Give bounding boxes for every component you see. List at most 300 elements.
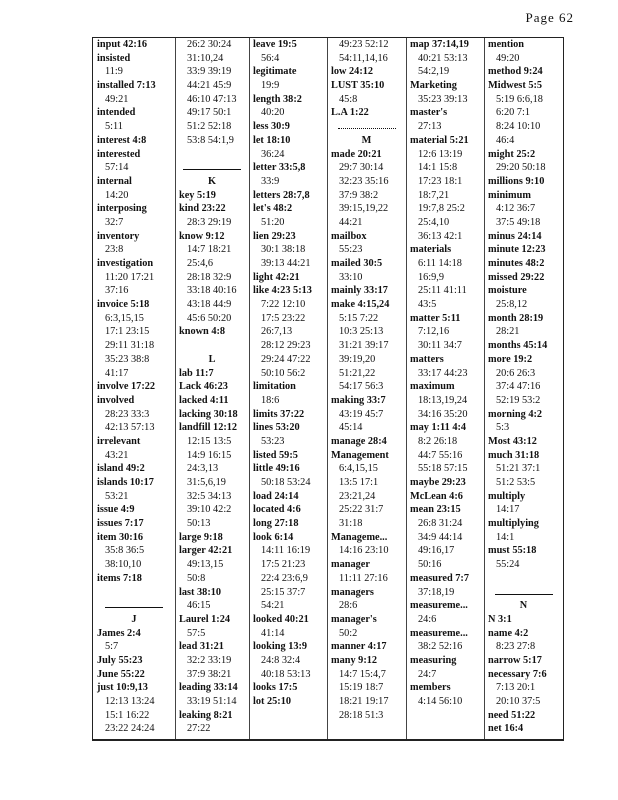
index-term: letters 28:7,8 (253, 189, 310, 201)
page-references: 8:24 10:10 (496, 121, 541, 133)
page-references: 13:5 17:1 (339, 477, 379, 488)
page-references: 53:8 54:1,9 (187, 134, 234, 146)
page-references: 8:23 27:8 (496, 641, 536, 653)
index-term: interposing (97, 203, 147, 215)
index-term: insisted (97, 52, 131, 64)
page-references: 28:21 (496, 326, 520, 338)
page-references: 51:20 (261, 216, 285, 228)
page-references: 28:12 29:23 (261, 340, 311, 352)
page-references: 30:11 34:7 (418, 340, 462, 352)
page-references: 43:19 45:7 (339, 408, 384, 420)
index-term: L.A 1:22 (331, 107, 369, 119)
index-term: necessary 7:6 (488, 668, 547, 680)
page-references: 5:11 (105, 121, 123, 133)
page-references: 37:9 38:2 (339, 189, 379, 201)
page-references: 50:10 56:2 (261, 367, 306, 379)
page-references: 40:21 53:13 (418, 52, 468, 64)
index-term: limitation (253, 381, 296, 393)
page-references: 7:22 12:10 (261, 299, 306, 311)
page-references: 6:4,15,15 (339, 463, 378, 475)
page-references: 40:20 (261, 107, 285, 119)
page-references: 17:5 23:22 (261, 312, 306, 324)
page-references: 30:1 38:18 (261, 244, 306, 256)
spacer (93, 586, 175, 600)
index-term: may 1:11 4:4 (410, 422, 467, 434)
page-references: 49:20 (496, 52, 520, 64)
index-term: mailed 30:5 (331, 258, 383, 269)
index-term: method 9:24 (488, 66, 543, 78)
index-term: Lack 46:23 (179, 381, 228, 393)
page-references: 53:23 (261, 435, 285, 447)
page-references: 39:10 42:2 (187, 504, 232, 516)
page-references: 45:6 50:20 (187, 312, 232, 324)
index-term: McLean 4:6 (410, 490, 463, 502)
index-term: involve 17:22 (97, 381, 156, 393)
page-references: 28:23 33:3 (105, 408, 150, 420)
index-term: island 49:2 (97, 463, 145, 475)
page-references: 25:15 37:7 (261, 586, 306, 598)
spacer (175, 339, 249, 353)
page-references: 54:17 56:3 (339, 381, 384, 393)
page-references: 49:21 (105, 93, 129, 105)
page-references: 5:3 (496, 422, 510, 434)
index-term: legitimate (253, 66, 297, 78)
index-term: Most 43:12 (488, 435, 537, 447)
page-references: 40:18 53:13 (261, 668, 311, 680)
index-term: missed 29:22 (488, 271, 545, 283)
index-term: key 5:19 (179, 189, 216, 201)
page-references: 41:17 (105, 367, 129, 379)
spacer (175, 148, 249, 162)
index-term: islands 10:17 (97, 477, 154, 488)
index-term: Laurel 1:24 (179, 613, 231, 625)
index-term: materials (410, 244, 452, 256)
page-references: 33:9 (261, 175, 280, 187)
index-term: Marketing (410, 80, 457, 92)
page-references: 55:24 (496, 559, 520, 571)
index-term: measured 7:7 (410, 572, 470, 584)
letter-heading: K (207, 175, 216, 187)
page-references: 25:22 31:7 (339, 504, 384, 516)
page-references: 12:6 13:19 (418, 148, 463, 160)
index-term: lines 53:20 (253, 422, 300, 434)
index-term: issue 4:9 (97, 504, 135, 516)
page-references: 15:19 18:7 (339, 682, 384, 694)
page-references: 46:10 47:13 (187, 93, 237, 105)
index-term: letter 33:5,8 (253, 162, 306, 174)
page-references: 50:2 (339, 627, 358, 639)
index-term: material 5:21 (410, 134, 469, 146)
index-term: members (410, 682, 451, 694)
letter-heading: L (208, 353, 216, 365)
page-references: 18:6 (261, 394, 280, 406)
page-references: 52:19 53:2 (496, 394, 541, 406)
page-references: 54:21 (261, 600, 285, 612)
page-references: 55:18 57:15 (418, 463, 468, 475)
page-references: 23:8 (105, 244, 124, 256)
index-term: managers (331, 586, 374, 598)
page-references: 53:21 (105, 490, 129, 502)
page-references: 46:4 (496, 134, 515, 146)
page-references: 18:7,21 (418, 189, 450, 201)
page-references: 37:9 38:21 (187, 668, 232, 680)
index-column (93, 38, 176, 739)
page-references: 32:7 (105, 216, 124, 228)
index-term: kind 23:22 (179, 203, 226, 215)
page-references: 17:5 21:23 (261, 559, 306, 571)
page-references: 12:15 13:5 (187, 435, 232, 447)
index-term: large 9:18 (179, 531, 223, 543)
page-references: 23:21,24 (339, 490, 376, 502)
page-references: 32:23 35:16 (339, 175, 389, 187)
index-term: much 31:18 (488, 449, 540, 461)
index-term: mainly 33:17 (331, 285, 388, 297)
index-term: last 38:10 (179, 586, 222, 598)
page-references: 14:16 23:10 (339, 545, 389, 557)
page-references: 4:14 56:10 (418, 696, 463, 707)
index-term: limits 37:22 (253, 408, 305, 420)
page-references: 11:11 27:16 (339, 572, 388, 584)
page-references: 26:8 31:24 (418, 518, 463, 530)
page-references: 25:4,6 (187, 258, 214, 269)
index-term: issues 7:17 (97, 518, 144, 530)
index-term: master's (410, 107, 448, 119)
page-references: 14:7 18:21 (187, 244, 232, 256)
index-term: manager's (331, 613, 377, 625)
page-references: 19:7,8 25:2 (418, 203, 465, 215)
page-references: 26:2 30:24 (187, 39, 232, 50)
page-references: 26:7,13 (261, 326, 293, 338)
index-term: interest 4:8 (97, 134, 147, 146)
page-references: 4:12 36:7 (496, 203, 536, 215)
index-term: measureme... (410, 627, 468, 639)
index-term: more 19:2 (488, 353, 533, 365)
page-references: 33:18 40:16 (187, 285, 237, 297)
index-term: months 45:14 (488, 340, 548, 352)
index-term: June 55:22 (97, 668, 145, 680)
letter-heading: M (361, 134, 372, 146)
page-references: 18:21 19:17 (339, 696, 389, 707)
index-term: lot 25:10 (253, 696, 292, 707)
index-term: looking 13:9 (253, 641, 308, 653)
index-term: Midwest 5:5 (488, 80, 543, 92)
index-term: July 55:23 (97, 654, 143, 666)
index-term: name 4:2 (488, 627, 529, 639)
index-term: mention (488, 39, 525, 50)
index-term: LUST 35:10 (331, 80, 385, 92)
page-references: 45:14 (339, 422, 363, 434)
index-term: less 30:9 (253, 121, 290, 133)
index-term: Management (331, 449, 389, 461)
index-term: internal (97, 175, 132, 187)
index-term: irrelevant (97, 435, 141, 447)
index-term: located 4:6 (253, 504, 301, 516)
index-term: long 27:18 (253, 518, 299, 530)
index-term: intended (97, 107, 136, 119)
page-references: 28:3 29:19 (187, 216, 232, 228)
index-term: length 38:2 (253, 93, 302, 105)
page-references: 51:21 37:1 (496, 463, 541, 475)
index-term: mean 23:15 (410, 504, 461, 516)
page-references: 6:3,15,15 (105, 312, 144, 324)
page-references: 56:4 (261, 52, 280, 64)
index-term: looks 17:5 (253, 682, 298, 694)
page-references: 37:5 49:18 (496, 216, 541, 228)
page-references: 27:13 (418, 121, 442, 133)
spacer (484, 572, 563, 586)
index-term: installed 7:13 (97, 80, 156, 92)
index-column (484, 38, 563, 739)
index-term: Manageme... (331, 531, 388, 543)
page-references: 49:13,15 (187, 559, 224, 571)
index-term: millions 9:10 (488, 175, 545, 187)
index-term: leading 33:14 (179, 682, 238, 694)
page-references: 37:16 (105, 285, 129, 297)
page-references: 22:4 23:6,9 (261, 572, 308, 584)
page-references: 12:13 13:24 (105, 696, 155, 707)
page-references: 17:1 23:15 (105, 326, 150, 338)
index-term: let 18:10 (253, 134, 291, 146)
page-references: 54:11,14,16 (339, 52, 388, 64)
page-references: 24:3,13 (187, 463, 219, 475)
page-references: 38:2 52:16 (418, 641, 463, 653)
index-term: need 51:22 (488, 709, 536, 721)
index-term: made 20:21 (331, 148, 382, 160)
index-term: item 30:16 (97, 531, 144, 543)
index-term: make 4:15,24 (331, 299, 390, 311)
page-references: 6:11 14:18 (418, 258, 462, 269)
page-references: 17:23 18:1 (418, 175, 463, 187)
page-references: 34:16 35:20 (418, 408, 468, 420)
page-references: 27:22 (187, 723, 211, 735)
letter-divider (484, 586, 563, 600)
page-references: 6:20 7:1 (496, 107, 531, 119)
index-term: looked 40:21 (253, 613, 309, 625)
page-references: 51:2 52:18 (187, 121, 232, 133)
page-references: 7:12,16 (418, 326, 450, 338)
index-term: involved (97, 394, 135, 406)
page-references: 46:15 (187, 600, 211, 612)
page-references: 5:15 7:22 (339, 312, 379, 324)
page-references: 37:4 47:16 (496, 381, 541, 393)
page-references: 29:20 50:18 (496, 162, 546, 174)
page-references: 35:23 38:8 (105, 353, 150, 365)
page-references: 29:7 30:14 (339, 162, 384, 174)
index-term: net 16:4 (488, 723, 524, 735)
page-references: 45:8 (339, 93, 358, 105)
letter-heading: J (131, 613, 137, 625)
index-term: minus 24:14 (488, 230, 542, 242)
page-references: 39:19,20 (339, 353, 376, 365)
page-references: 51:2 53:5 (496, 477, 536, 488)
index-term: multiply (488, 490, 526, 502)
index-term: manager (331, 559, 370, 571)
index-column (249, 38, 328, 739)
index-term: let's 48:2 (253, 203, 293, 215)
page-references: 24:8 32:4 (261, 654, 301, 666)
index-column (327, 38, 407, 739)
page-references: 14:11 16:19 (261, 545, 311, 557)
page-references: 28:6 (339, 600, 358, 612)
index-term: landfill 12:12 (179, 422, 238, 434)
index-term: leaking 8:21 (179, 709, 233, 721)
page-references: 36:24 (261, 148, 285, 160)
index-frame (92, 37, 564, 741)
index-term: lead 31:21 (179, 641, 224, 653)
index-term: leave 19:5 (253, 39, 297, 50)
page-references: 20:6 26:3 (496, 367, 536, 379)
index-term: minutes 48:2 (488, 258, 545, 269)
page-references: 44:21 45:9 (187, 80, 232, 92)
page-references: 14:1 15:8 (418, 162, 458, 174)
page-references: 24:6 (418, 613, 437, 625)
page-references: 25:11 41:11 (418, 285, 467, 297)
index-term: morning 4:2 (488, 408, 543, 420)
page-references: 35:8 36:5 (105, 545, 145, 557)
page-references: 31:21 39:17 (339, 340, 389, 352)
index-term: interested (97, 148, 141, 160)
index-term: measuring (410, 654, 457, 666)
page-references: 55:23 (339, 244, 363, 256)
page-references: 16:9,9 (418, 271, 445, 283)
index-term: narrow 5:17 (488, 654, 542, 666)
page-references: 42:13 57:13 (105, 422, 155, 434)
page-references: 49:16,17 (418, 545, 455, 557)
page-references: 39:13 44:21 (261, 258, 311, 269)
page-references: 50:13 (187, 518, 211, 530)
page-references: 33:17 44:23 (418, 367, 468, 379)
page-references: 51:21,22 (339, 367, 376, 379)
index-term: larger 42:21 (179, 545, 233, 557)
page-references: 19:9 (261, 80, 280, 92)
page-references: 37:18,19 (418, 586, 455, 598)
index-term: month 28:19 (488, 312, 544, 324)
index-term: might 25:2 (488, 148, 536, 160)
page-references: 34:9 44:14 (418, 531, 463, 543)
index-term: known 4:8 (179, 326, 226, 338)
page-references: 20:10 37:5 (496, 696, 541, 707)
page-references: 57:5 (187, 627, 206, 639)
index-term: look 6:14 (253, 531, 294, 543)
index-term: lab 11:7 (179, 367, 214, 379)
index-term: making 33:7 (331, 394, 386, 406)
page-references: 24:7 (418, 668, 437, 680)
index-term: lacked 4:11 (179, 394, 229, 406)
page-references: 23:22 24:24 (105, 723, 155, 735)
page-references: 28:18 32:9 (187, 271, 232, 283)
page-references: 25:8,12 (496, 299, 528, 311)
index-term: invoice 5:18 (97, 299, 150, 311)
page-references: 35:23 39:13 (418, 93, 468, 105)
index-term: James 2:4 (97, 627, 141, 639)
letter-heading: N (519, 600, 528, 612)
index-term: just 10:9,13 (97, 682, 148, 694)
index-term: must 55:18 (488, 545, 537, 557)
page-references: 49:23 52:12 (339, 39, 389, 50)
index-term: little 49:16 (253, 463, 300, 475)
page-references: 50:8 (187, 572, 206, 584)
page-references: 38:10,10 (105, 559, 142, 571)
page-references: 39:15,19,22 (339, 203, 389, 215)
page-references: 15:1 16:22 (105, 709, 150, 721)
index-term: load 24:14 (253, 490, 299, 502)
page-references: 31:5,6,19 (187, 477, 226, 488)
page-references: 14:7 15:4,7 (339, 668, 386, 680)
page-references: 32:5 34:13 (187, 490, 232, 502)
index-term: map 37:14,19 (410, 39, 469, 50)
index-term: minute 12:23 (488, 244, 546, 256)
page-references: 29:11 31:18 (105, 340, 155, 352)
letter-divider (93, 599, 175, 613)
page-references: 57:14 (105, 162, 129, 174)
page-references: 14:1 (496, 531, 515, 543)
index-term: maybe 29:23 (410, 477, 466, 488)
page-references: 33:19 51:14 (187, 696, 237, 707)
index-term: investigation (97, 258, 154, 269)
index-column (406, 38, 485, 739)
index-term: matter 5:11 (410, 312, 461, 324)
page-references: 14:20 (105, 189, 129, 201)
page-references: 33:9 39:19 (187, 66, 232, 78)
index-term: maximum (410, 381, 455, 393)
page-number: Page 62 (525, 10, 574, 25)
index-term: multiplying (488, 518, 539, 530)
page-references: 44:7 55:16 (418, 449, 463, 461)
index-term: mailbox (331, 230, 367, 242)
page-references: 18:13,19,24 (418, 394, 468, 406)
page-references: 14:9 16:15 (187, 449, 232, 461)
page-references: 41:14 (261, 627, 285, 639)
index-term: minimum (488, 189, 531, 201)
page-references: 25:4,10 (418, 216, 450, 228)
letter-divider (175, 161, 249, 175)
page-references: 32:2 33:19 (187, 654, 232, 666)
index-term: manner 4:17 (331, 641, 387, 653)
index-column (175, 38, 250, 739)
index-term: know 9:12 (179, 230, 225, 242)
page-references: 49:17 50:1 (187, 107, 232, 119)
page-references: 14:17 (496, 504, 520, 516)
page-references: 54:2,19 (418, 66, 450, 78)
page-references: 10:3 25:13 (339, 326, 384, 338)
page-references: 43:21 (105, 449, 129, 461)
page-references: 50:18 53:24 (261, 477, 311, 488)
index-term: moisture (488, 285, 527, 297)
page-references: 8:2 26:18 (418, 435, 458, 447)
page-references: 36:13 42:1 (418, 230, 463, 242)
index-term: like 4:23 5:13 (253, 285, 312, 297)
page-references: 5:7 (105, 641, 119, 653)
page-references: 5:19 6:6,18 (496, 93, 543, 105)
index-term: inventory (97, 230, 140, 242)
page-references: 43:18 44:9 (187, 299, 232, 311)
page-references: 44:21 (339, 216, 363, 228)
page-references: 33:10 (339, 271, 363, 283)
index-term: input 42:16 (97, 39, 148, 50)
page-references: 11:9 (105, 66, 123, 78)
page-references: 11:20 17:21 (105, 271, 155, 283)
page-references: 31:18 (339, 518, 363, 530)
index-term: matters (410, 353, 444, 365)
page-references: 43:5 (418, 299, 437, 311)
page-references: 31:10,24 (187, 52, 224, 64)
index-term: measureme... (410, 600, 468, 612)
index-term: lien 29:23 (253, 230, 296, 242)
letter-divider (327, 120, 406, 134)
index-term: many 9:12 (331, 654, 378, 666)
page-references: 29:24 47:22 (261, 353, 311, 365)
index-term: light 42:21 (253, 271, 300, 283)
